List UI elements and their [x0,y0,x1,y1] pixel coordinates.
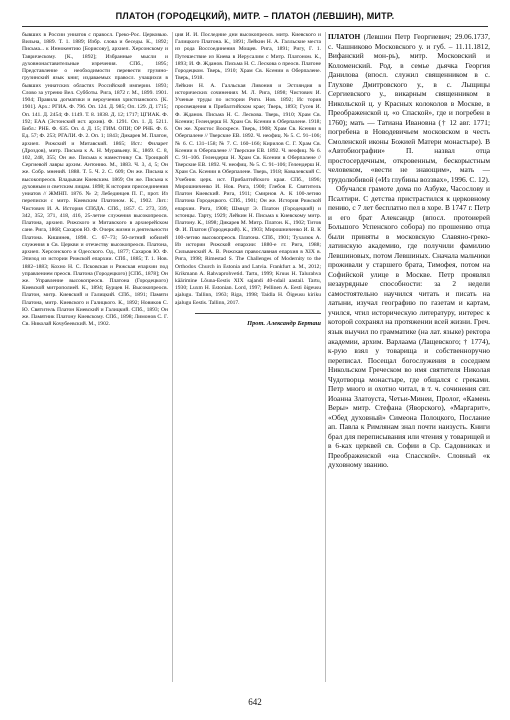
bibliography-text: Лейкин Н. А. Галльская Ливония и Эстляндия в исторических сочинениях М. Л. Рига, 1898; Чистович И. Ученые труды по истории Риги. Нов. 1892; Ис тория просвещения в Прибалтийском крае; Тверь, 1893; Гусев И. Ф. Жданов. Письма Н. С. Лескова. Тверь, 1910; Храм Св. Ксении; Гелендерш Н. Храм Св. Ксении в Оберпалене. 1918; Он же. Христос Воскресе. Тверь, 1908; Храм Св. Ксении в Оберпалене // Тверские ЕВ. 1892. Ч. неофиц. № 5. С. 91–106; № 6. С. 131–158; № 7. С. 160–166; Кирилов С. Г. Храм Св. Ксении в Оберпалене // Тверские ЕВ. 1892. Ч. неофиц. № 6. С. 91–106. Гелендерш Н. Храм Св. Ксении в Оберпалене // Тверские ЕВ. 1892. Ч. неофиц. № 5. С. 91–106; Гелендерш Н. Храм Св. Ксении в Оберпалене. Тверь, 1918; Ковалевский С. Учебник церк. ист. Прибалтийского края. СПб., 1896; Мирошниченко И. Нов. Рига, 1900; Глебов Е. Святитель Платон Киевский. Рига, 1911; Смирнов А. К 100-летию Платона Городецкого. СПб., 1901; Он же. История Рижской епархии. Рига, 1908; Шмидт Э. Платон (Городецкий) и эстонцы. Тарту, 1929; Лейкин Н. Письма к Киевскому митр. Платону. К., 1898; Дикарев М. Митр. Платон. К., 1902; Титов Ф. И. Платон (Городецкий). К., 1903; Мирошниченко И. В. К 100-летию высокопреосв. Платона. СПб., 1901; Тухалюк А. Из истории Рижской епархии: 1880-е гг. Рига, 1988; Сильванский А. В. Рижская православная епархия в XIX в. Рига, 1998; Rimestad S. The Challenges of Modernity to the Orthodox Church in Estonia and Latvia. Frankfurt a. M., 2012; Krikmann A. Rahvaprohvetid. Tartu, 1999; Kruus H. Talurahva käärimine Lõuna-Eestis XIX sajandi 40-ndail aastail. Tartu, 1930; Luxm H. Estonian. Lord, 1997; Pellinen A. Eesti õigeusu ajalugu. Tallinn, 1963; Riga, 1998; Taidla H. Õigeusu kiriku ajalugu Eestis. Tallinn, 2017. [175,82,321,306]
column-divider [172,32,173,682]
page-number: 642 [248,697,262,707]
entry-headword: ПЛАТОН [328,32,361,41]
running-header: ПЛАТОН (ГОРОДЕЦКИЙ), МИТР. – ПЛАТОН (ЛЕВШИН), МИТР. [22,8,488,27]
entry-body: Обучался грамоте дома по Азбуке, Часослову и Псалтири. С детства пристрастился к церковному пению, с 7 лет бесплатно пел в хоре. В 1747 г. Петр и его брат Александр (впосл. протоиерей Большого Успенского собора) по прошению отца были приняты в московскую Славяно-греко-латинскую академию, где получили фамилию Левшиновых, потом Левшиных. Сначала мальчики проживали у старшего брата, Тимофея, потом на Софийской улице в Москве. Петр проявлял незаурядные способности: за 2 недели самостоятельно научился читать и писать на латыни, изучал географию по газетам и картам, учился, чтил историческую литературу, интерес к которой сохранял на протяжении всей жизни. Греч. язык выучил по грамматике (на лат. языке) ректора академии, архим. Варлаама (Лащевского; † 1774), к-рую взял у товарища и собственноручно переписал. Посещал богослужения в соседнем Никольском Греческом во имя святителя Николая Чудотворца монастыре, где общался с греками. Петр много и охотно читал, в т. ч. сочинения свт. Иоанна Златоуста, Четьи-Минеи, Пролог, «Камень Веры» митр. Стефана (Яворского), «Маргарит», «Обед духовный» Симеона Полоцкого, Послание ап. Павла к Римлянам знал почти наизусть. Книги брал для переписывания или чтения у товарищей и в 6-ках церквей св. Софии в Ср. Садовниках и Преображенской «на Спасской». Словный «к духовному званию. [328,184,490,470]
author-rule [195,313,321,314]
article-author: Прот. Александр Берташ [247,319,321,327]
column-divider [325,32,326,682]
entry-intro-text: (Левшин Петр Георгиевич; 29.06.1737, с. Чашниково Московского у. и губ. – 11.11.1812, Вифанский мон-рь), митр. Московский и Коломенский. Род. в семье дьячка Георгия Даниловa (впосл. служил священником в с. Глухове Дмитровского у., в с. Лыщицы Сергиевского у., викарным священником в Никольской ц. у Красных колоколов в Москве, в Преображенской ц. «о Спаской», где и погребен в 1760); мать — Татиана Ивановна († 12 авг. 1771; погребена в Новодевичьем московском в честь Смоленской иконы Божией Матери монастыре). В «Автобиографии» П. назвал отца простосердечным, откровенным, бескорыстным человеком, «вести не знающим», мать — трудолюбивой («Из глубины воззвах», 1996. С. 12). [328,32,490,184]
column-2 [175,32,321,682]
bibliography-text: бывших в России униатов с правосл. Греко-Рос. Церковью. Вильна, 1889. Т. 1. 1889; Избр. слова и беседы. К., 1892; Письма... к Иннокентию [Борисову], архиеп. Херсонскому и Таврическому. [К., 1892]; Избранные мысли и духовнонаставительные изречения. СПб., 1895; Представление о необходимости перевести грузино-грузинский язык книг, издаваемых правосл. учащихся в бывших униатских областях Российской империи. 1893; Слово за утреню Вел. Субботы. Рига, 1872 г. М., 1899. 1901. 1904; Правила догматики и вероучения христианского. [К. 1901]. Арх.: РГИА. Ф. 796. Оп. 124. Д. 985; Оп. 129. Д. 1715; Оп. 141. Д. 2454; Ф. 1149. Т. 8. 1838. Д. 12; 1717; ЦГИАК. Ф. 192; ЕАА (Эстонский ист. архив). Ф. 1291. Оп. 1. Д. 5211. Библ.: РНБ. Ф. 635. Оп. 4. Д. 15; ГИМ. ОПИ; ОР РНБ. Ф. 6. Ед. 57; Ф. 253; РГАЛИ. Ф. 2. Оп. 1; 1843; Дикарев М. Платон, архиеп. Рижский и Митавский. 1865; Ист.: Филарет (Дроздов), митр. Письма к А. Н. Муравьеву. К., 1869. С. 8, 102, 248, 355; Он же. Письма к наместнику Св. Троицкой Сергиевой лавры архим. Антонию. М., 1883. Ч. 3, 4, 5; Он же. Собр. мнений. 1888. Т. 5. Ч. 2. С. 609; Он же. Письма к высокопреосв. Владыкам Киевским. 1869; Он же. Письма к духовным и светским лицам. 1898; К истории присоединения униатов // ЖМНП. 1876. № 2; Лебединцев П. Г., прот. Из переписки с митр. Киевским Платоном. К., 1902. Лит.: Чистович И. А. История СПбДА. СПб., 1857. С. 273, 339, 342, 352, 371, 418, 416, 25-летие служения высокопреосв. Платона, архиеп. Рижского и Митавского в архиерейском сане. Рига, 1868; Сахаров Ю. Ф. Очерк жизни и деятельности Платона. Кишинев, 1898. С. 67–73; 50-летний юбилей служения в Св. Церкви и отечеству высокопреосв. Платона, архиеп. Херсонского и Одесского. Од., 1877; Сахаров Ю. Ф. Эпизод из истории Рижской епархии. СПб., 1885; Т. 1. Нов. 1882–1883; Кохно Н. С. Псковская и Рижская епархии под управлением преосв. Платона (Городецкого) [СПб., 1878]; Он же. Управление высокопреосв. Платона (Городецкого) Киевской митрополией. К., 1894; Бурцев Н. Высокопреосв. Платон, митр. Киевский и Галицкий. СПб., 1891; Памяти Платона, митр. Киевского и Галицкого. К., 1892; Новиков С. Ю. Святитель Платон Киевский и Галицкий. СПб., 1893; Он же. Памятник Платону Киевскому. СПб., 1898; Лимонов С. Г. Св. Николай Кочубеевский. М., 1902. [22,32,168,328]
entry-intro [328,32,490,184]
column-1 [22,32,168,682]
text-columns [22,32,490,682]
column-3 [328,32,490,682]
bibliography-text: ция И. И. Последние дни высокопреосв. митр. Киевского и Галицкого Платона. К., 1891; Лейкин Н. А. Галльские места из рода Воссоединения Мощев. Рига, 1891; Ригу, Г. 1. Путешествие из Киева в Иерусалим с Митр. Платоном. К., 1893; И. Ф. Жданов. Письма Н. С. Лескова о преосв. Платоне Городецком. Тверь, 1910; Храм Св. Ксении в Оберпаленe. Тверь, 1918. [175,32,321,82]
